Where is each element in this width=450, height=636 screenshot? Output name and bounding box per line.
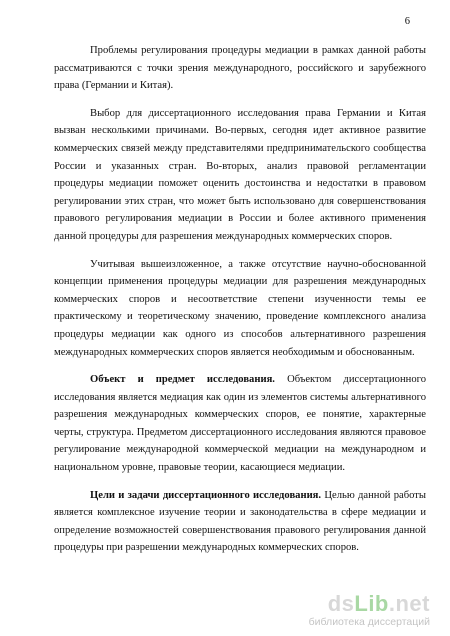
paragraph-text: Объектом диссертационного исследования является медиация как один из элементов системы альтернативного разрешения международных коммерческих споров, ее понятие, характерные черты, структура. Предметом диссертационного исследования являются правовое регулирование международной коммерческой медиации на международном и национальном уровне, правовые теории, касающиеся медиации. <box>54 374 426 474</box>
paragraph-goals-tasks <box>54 487 426 557</box>
paragraph-lead-goals-tasks: Цели и задачи диссертационного исследования. <box>90 489 322 501</box>
paragraph-text: Проблемы регулирования процедуры медиации в рамках данной работы рассматриваются с точки зрения международного, российского и зарубежного права (Германии и Китая). <box>54 45 426 92</box>
watermark-logo-net: .net <box>388 591 430 616</box>
watermark-logo-ds: ds <box>327 591 355 616</box>
paragraph-text: Целью данной работы является комплексное изучение теории и законодательства в сфере медиации и определение возможностей совершенствования правового регулирования данной процедуры при разрешении международных коммерческих споров. <box>54 489 426 554</box>
paragraph-choice-of-law <box>54 105 426 246</box>
paragraph-text: Выбор для диссертационного исследования права Германии и Китая вызван несколькими причинами. Во-первых, сегодня идет активное развитие коммерческих связей между представителями предпринимательского сообщества России и указанных стран. Во-вторых, анализ правовой регламентации процедуры медиации поможет оценить достоинства и недостатки в правовом регулировании этих стран, что может быть использовано для совершенствования правового регулирования медиации в России и более активного применения данной процедуры для разрешения международных коммерческих споров. <box>54 107 426 242</box>
watermark-tagline: библиотека диссертаций <box>308 616 430 628</box>
paragraph-object-subject <box>54 371 426 477</box>
watermark-logo-lib: Lib <box>354 591 389 616</box>
paragraph-relevance <box>54 256 426 362</box>
watermark-logo <box>309 592 430 616</box>
dslib-watermark <box>309 592 430 628</box>
paragraph-text: Учитывая вышеизложенное, а также отсутствие научно-обоснованной концепции применения процедуры медиации для разрешения международных коммерческих споров и несоответствие степени изученности темы ее практическому и теоретическому значению, проведение комплексного анализа процедуры медиации как одного из способов альтернативного разрешения международных коммерческих споров является необходимым и обоснованным. <box>54 258 426 358</box>
paragraph-lead-object-subject: Объект и предмет исследования. <box>90 374 275 386</box>
paragraph-scope <box>54 42 426 95</box>
document-body <box>54 42 426 567</box>
page-number: 6 <box>404 16 410 27</box>
